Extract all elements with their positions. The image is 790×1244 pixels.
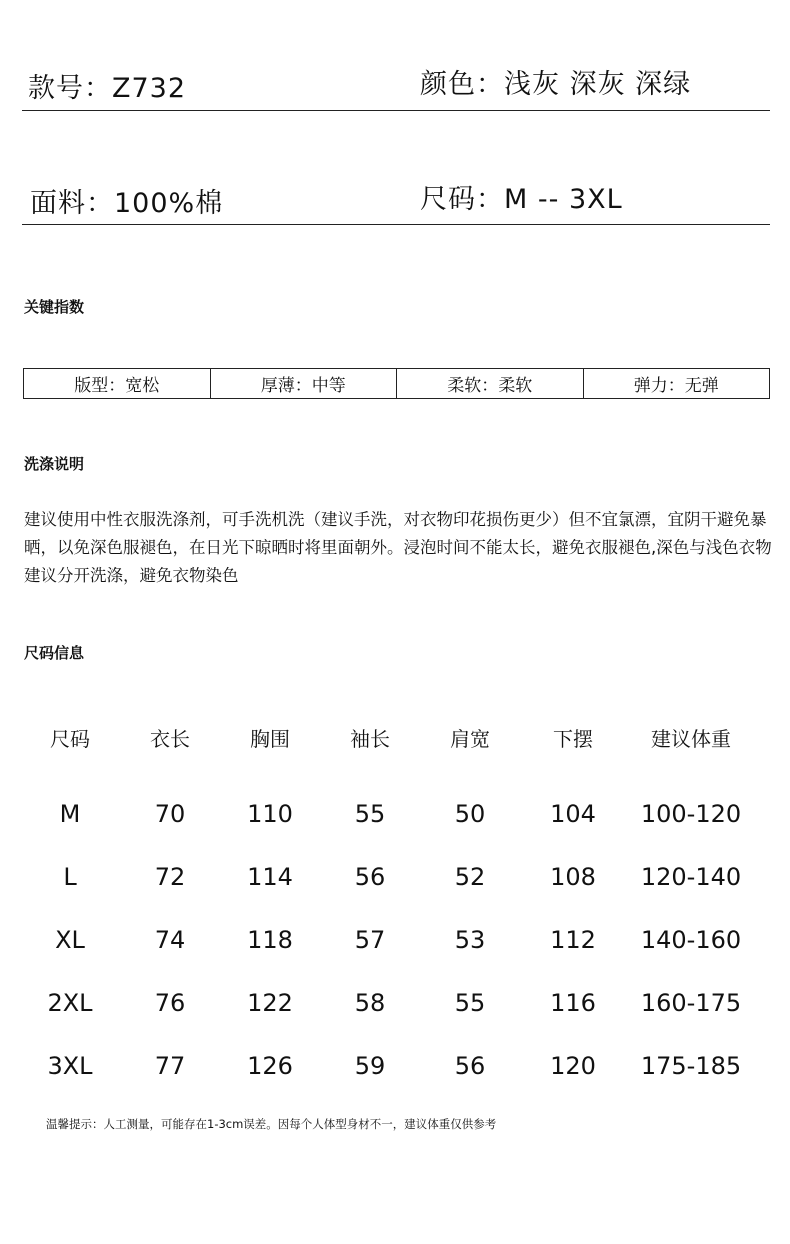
table-cell: 100-120 [640, 799, 742, 828]
table-cell: 56 [454, 1051, 486, 1080]
table-cell: 120-140 [640, 862, 742, 891]
table-cell: 122 [247, 988, 293, 1017]
key-index-table [23, 368, 770, 399]
table-row [20, 1034, 756, 1097]
table-cell: 118 [247, 925, 293, 954]
table-cell: 160-175 [640, 988, 742, 1017]
washing-title: 洗涤说明 [24, 455, 85, 473]
table-cell: L [63, 862, 77, 891]
table-cell: 104 [550, 799, 596, 828]
table-cell: 108 [550, 862, 596, 891]
table-cell: 77 [154, 1051, 186, 1080]
size-table [20, 718, 756, 1097]
table-cell: 56 [354, 862, 386, 891]
key-cell-fit: 版型：宽松 [24, 369, 211, 398]
table-cell: 2XL [47, 988, 93, 1017]
table-cell: 72 [154, 862, 186, 891]
washing-text: 建议使用中性衣服洗涤剂，可手洗机洗（建议手洗，对衣物印花损伤更少）但不宜氯漂，宜阴干避免暴晒，以免深色服褪色，在日光下晾晒时将里面朝外。浸泡时间不能太长，避免衣服褪色,深色与浅色衣物建议分开洗涤，避免衣物染色 [24, 510, 772, 585]
key-cell-thickness: 厚薄：中等 [211, 369, 398, 398]
header-cell: 袖长 [350, 726, 390, 751]
table-cell: M [59, 799, 81, 828]
table-cell: 53 [454, 925, 486, 954]
table-cell: 116 [550, 988, 596, 1017]
header-cell: 胸围 [250, 726, 290, 751]
color-options: 颜色：浅灰 深灰 深绿 [420, 69, 692, 100]
table-cell: 114 [247, 862, 293, 891]
key-index-title: 关键指数 [24, 298, 85, 316]
header-cell: 建议体重 [651, 726, 731, 751]
key-cell-softness: 柔软：柔软 [397, 369, 584, 398]
table-cell: 140-160 [640, 925, 742, 954]
table-cell: 70 [154, 799, 186, 828]
table-cell: 58 [354, 988, 386, 1017]
table-cell: 110 [247, 799, 293, 828]
header-cell: 尺码 [50, 726, 90, 751]
table-row [20, 756, 756, 845]
style-number: 款号：Z732 [28, 73, 187, 104]
table-cell: 76 [154, 988, 186, 1017]
size-info-title: 尺码信息 [24, 644, 85, 662]
key-cell-elasticity: 弹力：无弹 [633, 376, 719, 396]
header-cell: 下摆 [553, 726, 593, 751]
fabric-info: 面料：100%棉 [30, 188, 224, 219]
divider [22, 110, 770, 111]
size-table-header [20, 718, 756, 756]
table-row [20, 971, 756, 1034]
table-cell: 57 [354, 925, 386, 954]
table-cell: 3XL [47, 1051, 93, 1080]
table-cell: XL [55, 925, 85, 954]
header-cell: 衣长 [150, 726, 190, 751]
measurement-note: 温馨提示：人工测量，可能存在1-3cm误差。因每个人体型身材不一，建议体重仅供参考 [46, 1117, 497, 1131]
table-cell: 55 [454, 988, 486, 1017]
divider [22, 224, 770, 225]
table-cell: 50 [454, 799, 486, 828]
table-cell: 74 [154, 925, 186, 954]
table-cell: 126 [247, 1051, 293, 1080]
table-cell: 55 [354, 799, 386, 828]
size-range: 尺码：M -- 3XL [420, 184, 623, 215]
table-row [20, 908, 756, 971]
table-cell: 175-185 [640, 1051, 742, 1080]
table-row [20, 845, 756, 908]
header-cell: 肩宽 [450, 726, 490, 751]
table-cell: 52 [454, 862, 486, 891]
table-cell: 120 [550, 1051, 596, 1080]
table-cell: 59 [354, 1051, 386, 1080]
table-cell: 112 [550, 925, 596, 954]
